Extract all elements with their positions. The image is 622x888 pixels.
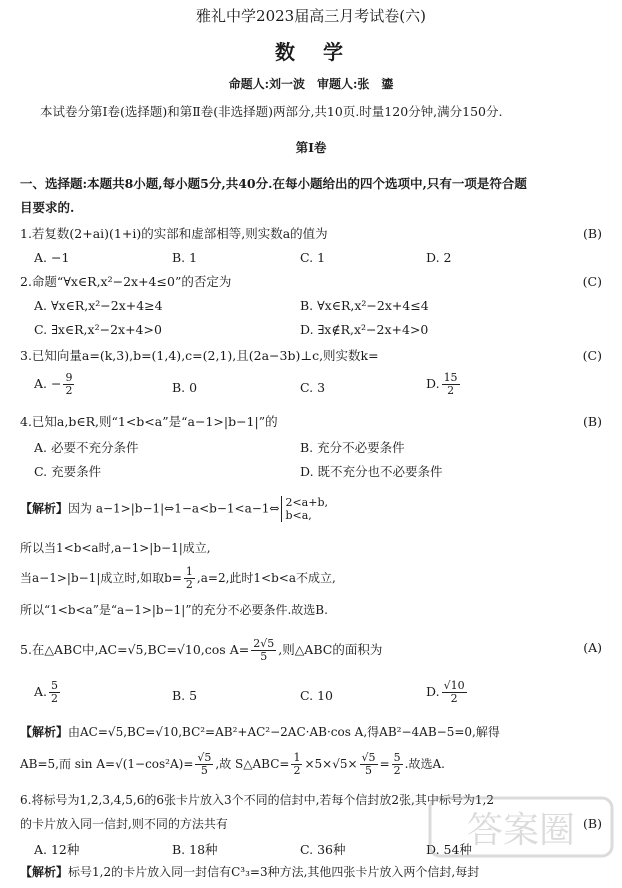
q2-option-b: B. ∀x∈R,x²−2x+4≤4 bbox=[300, 298, 429, 313]
question-2: 2.命题“∀x∈R,x²−2x+4≤0”的否定为 bbox=[20, 274, 232, 289]
solution-4-line-2: 所以当1<b<a时,a−1>|b−1|成立, bbox=[20, 541, 211, 555]
question-4: 4.已知a,b∈R,则“1<b<a”是“a−1>|b−1|”的 bbox=[20, 414, 278, 429]
school-title: 雅礼中学2023届高三月考试卷(六) bbox=[196, 7, 426, 25]
solution-4-line-3: 当a−1>|b−1|成立时,如取b= $\frac{1}{2}$ ,a=2,此时1<b<a不成立, bbox=[20, 565, 336, 591]
answer-6: (B) bbox=[583, 816, 602, 831]
q4-option-a: A. 必要不充分条件 bbox=[34, 440, 139, 455]
question-3: 3.已知向量a=(k,3),b=(1,4),c=(2,1),且(2a−3b)⊥c,则实数k= bbox=[20, 348, 379, 363]
q5-option-a: A. $\frac{5}{2}$ bbox=[34, 679, 59, 705]
q3-option-a: A. − $\frac{9}{2}$ bbox=[34, 371, 73, 397]
question-5: 5.在△ABC中,AC=√5,BC=√10,cos A= $\frac{2√5}{5}$ ,则△ABC的面积为 bbox=[20, 637, 383, 663]
question-1: 1.若复数(2+ai)(1+i)的实部和虚部相等,则实数a的值为 bbox=[20, 226, 328, 241]
q5-option-d: D. $\frac{√10}{2}$ bbox=[426, 679, 465, 705]
q2-option-c: C. ∃x∈R,x²−2x+4>0 bbox=[34, 322, 162, 337]
q3-option-b: B. 0 bbox=[172, 380, 198, 395]
q6-option-b: B. 18种 bbox=[172, 842, 218, 857]
authors: 命题人:刘一波 审题人:张 鎏 bbox=[228, 77, 394, 91]
solution-4-line-4: 所以“1<b<a”是“a−1>|b−1|”的充分不必要条件.故选B. bbox=[20, 603, 328, 617]
q3-option-d: D. $\frac{15}{2}$ bbox=[426, 371, 458, 397]
q2-option-a: A. ∀x∈R,x²−2x+4≥4 bbox=[34, 298, 163, 313]
watermark-logo bbox=[426, 792, 616, 882]
answer-2: (C) bbox=[582, 274, 602, 289]
q6-option-a: A. 12种 bbox=[34, 842, 80, 857]
q5-option-c: C. 10 bbox=[300, 688, 333, 703]
q6-option-c: C. 36种 bbox=[300, 842, 346, 857]
solution-6-line-1: 【解析】标号1,2的卡片放入同一封信有C³₃=3种方法,其他四张卡片放入两个信封,每封 bbox=[20, 865, 480, 879]
answer-4: (B) bbox=[583, 414, 602, 429]
q1-option-a: A. −1 bbox=[34, 250, 70, 265]
q5-option-b: B. 5 bbox=[172, 688, 198, 703]
question-6-line-1: 6.将标号为1,2,3,4,5,6的6张卡片放入3个不同的信封中,若每个信封放2张,其中标号为1,2 bbox=[20, 793, 494, 807]
q3-option-c: C. 3 bbox=[300, 380, 326, 395]
part-title: 第Ⅰ卷 bbox=[295, 140, 327, 155]
answer-5: (A) bbox=[583, 640, 602, 655]
solution-4-line-1: 【解析】因为 a−1>|b−1|⇔1−a<b−1<a−1⇔ 2<a+b, b<a, bbox=[20, 496, 328, 522]
q1-option-b: B. 1 bbox=[172, 250, 198, 265]
section-heading: 一、选择题:本题共8小题,每小题5分,共40分.在每小题给出的四个选项中,只有一项是符合题 bbox=[20, 176, 527, 191]
q4-option-d: D. 既不充分也不必要条件 bbox=[300, 464, 443, 479]
section-heading-cont: 目要求的. bbox=[20, 200, 75, 215]
svg-text:答案圈: 答案圈 bbox=[466, 810, 576, 851]
q6-option-d: D. 54种 bbox=[426, 842, 472, 857]
q1-option-c: C. 1 bbox=[300, 250, 326, 265]
answer-3: (C) bbox=[582, 348, 602, 363]
exam-intro: 本试卷分第Ⅰ卷(选择题)和第Ⅱ卷(非选择题)两部分,共10页.时量120分钟,满分150分. bbox=[40, 104, 503, 119]
q1-option-d: D. 2 bbox=[426, 250, 452, 265]
q4-option-b: B. 充分不必要条件 bbox=[300, 440, 405, 455]
subject-title: 数 学 bbox=[275, 40, 347, 64]
question-6-line-2: 的卡片放入同一信封,则不同的方法共有 bbox=[20, 817, 228, 831]
q2-option-d: D. ∃x∉R,x²−2x+4>0 bbox=[300, 322, 429, 337]
answer-1: (B) bbox=[583, 226, 602, 241]
q4-option-c: C. 充要条件 bbox=[34, 464, 102, 479]
solution-5-line-2: AB=5,而 sin A=√(1−cos²A)= $\frac{√5}{5}$ ,故 S△ABC= $\frac{1}{2}$ ×5×√5× $\frac{√5}{5}$ = $\frac{5}{2}$ .故选A. bbox=[20, 751, 445, 777]
solution-5-line-1: 【解析】由AC=√5,BC=√10,BC²=AB²+AC²−2AC·AB·cos A,得AB²−4AB−5=0,解得 bbox=[20, 725, 500, 739]
